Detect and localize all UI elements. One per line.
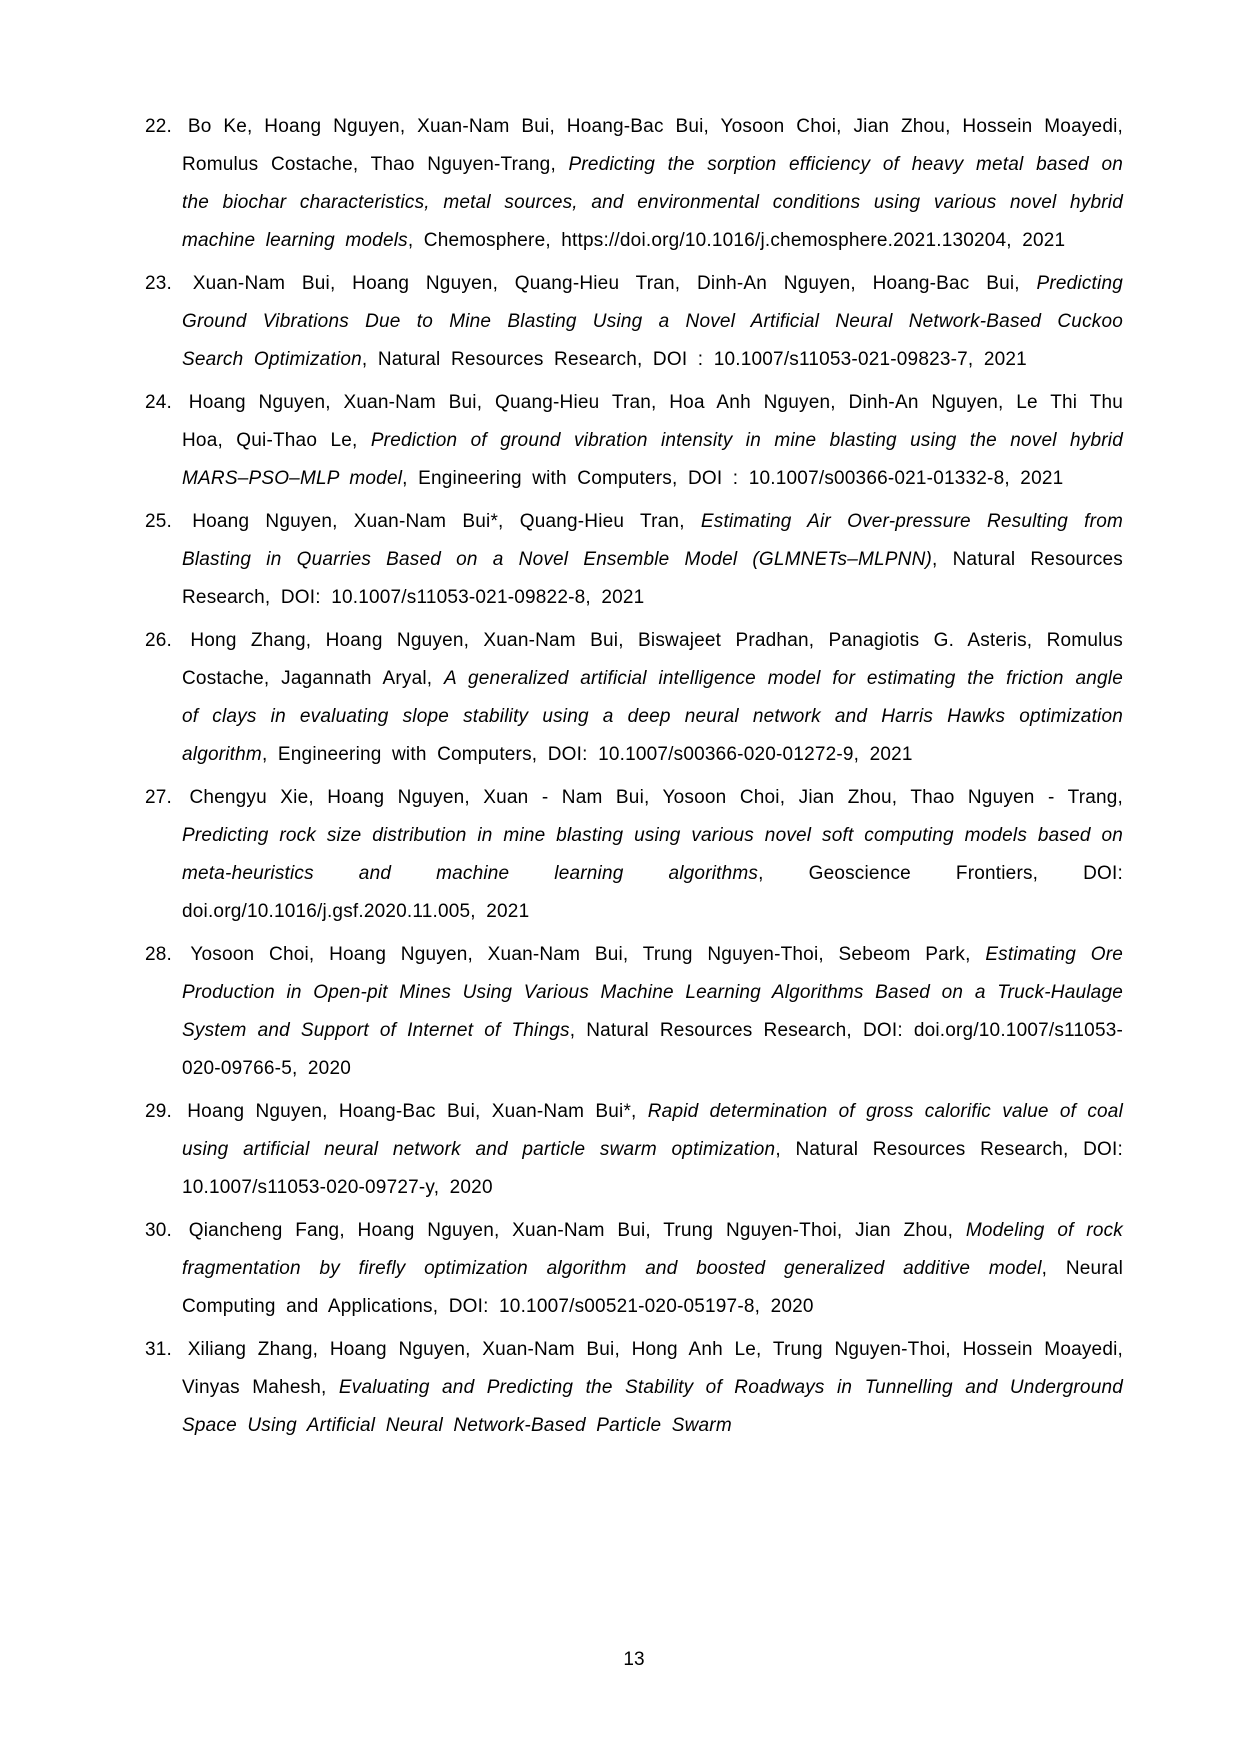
reference-number: 26.	[145, 630, 173, 651]
reference-number: 24.	[145, 392, 173, 413]
reference-item	[145, 1212, 1123, 1326]
reference-item	[145, 503, 1123, 617]
reference-item	[145, 779, 1123, 931]
reference-number: 27.	[145, 787, 173, 808]
reference-item	[145, 265, 1123, 379]
reference-title: Predicting Ground Vibrations Due to Mine Blasting Using a Novel Artificial Neural Network-Based Cuckoo Search Optimization	[182, 273, 1123, 370]
reference-title: Predicting rock size distribution in mine blasting using various novel soft computing models based on meta-heuristics and machine learning algorithms	[182, 825, 1123, 884]
reference-text: , Natural Resources Research, DOI: doi.org/10.1007/s11053-020-09766-5, 2020	[182, 1020, 1124, 1079]
reference-text: , Geoscience Frontiers, DOI: doi.org/10.1016/j.gsf.2020.11.005, 2021	[182, 863, 1123, 922]
reference-number: 30.	[145, 1220, 173, 1241]
reference-text: Chengyu Xie, Hoang Nguyen, Xuan - Nam Bui, Yosoon Choi, Jian Zhou, Thao Nguyen - Trang,	[189, 787, 1123, 808]
reference-title: Modeling of rock fragmentation by firefly optimization algorithm and boosted generalized additive model	[182, 1220, 1124, 1279]
reference-text: , Neural Computing and Applications, DOI: 10.1007/s00521-020-05197-8, 2020	[182, 1258, 1123, 1317]
reference-text: Hoang Nguyen, Xuan-Nam Bui*, Quang-Hieu Tran,	[192, 511, 701, 532]
reference-title: Rapid determination of gross calorific value of coal using artificial neural network and particle swarm optimization	[182, 1101, 1123, 1160]
reference-title: Prediction of ground vibration intensity in mine blasting using the novel hybrid MARS–PSO–MLP model	[182, 430, 1123, 489]
reference-text: Hoang Nguyen, Xuan-Nam Bui, Quang-Hieu Tran, Hoa Anh Nguyen, Dinh-An Nguyen, Le Thi Thu Hoa, Qui-Thao Le,	[182, 392, 1123, 451]
page-number: 13	[623, 1649, 645, 1670]
reference-text: Xuan-Nam Bui, Hoang Nguyen, Quang-Hieu Tran, Dinh-An Nguyen, Hoang-Bac Bui,	[192, 273, 1037, 294]
reference-text: , Engineering with Computers, DOI: 10.1007/s00366-020-01272-9, 2021	[261, 744, 913, 765]
reference-number: 25.	[145, 511, 173, 532]
reference-text: Hoang Nguyen, Hoang-Bac Bui, Xuan-Nam Bui*,	[187, 1101, 648, 1122]
reference-title: Estimating Air Over-pressure Resulting from Blasting in Quarries Based on a Novel Ensemble Model (GLMNETs–MLPNN)	[182, 511, 1123, 570]
reference-item	[145, 1093, 1123, 1207]
reference-text: Xiliang Zhang, Hoang Nguyen, Xuan-Nam Bui, Hong Anh Le, Trung Nguyen-Thoi, Hossein Moayedi, Vinyas Mahesh,	[182, 1339, 1123, 1398]
references-list	[145, 108, 1123, 1445]
reference-text: , Natural Resources Research, DOI: 10.1007/s11053-021-09822-8, 2021	[182, 549, 1124, 608]
reference-title: A generalized artificial intelligence model for estimating the friction angle of clays in evaluating slope stability using a deep neural network and Harris Hawks optimization algorithm	[182, 668, 1123, 765]
reference-title: Predicting the sorption efficiency of heavy metal based on the biochar characteristics, metal sources, and environmental conditions using various novel hybrid machine learning models	[182, 154, 1123, 251]
reference-item	[145, 936, 1123, 1088]
reference-number: 23.	[145, 273, 173, 294]
reference-text: Bo Ke, Hoang Nguyen, Xuan-Nam Bui, Hoang-Bac Bui, Yosoon Choi, Jian Zhou, Hossein Moayedi, Romulus Costache, Thao Nguyen-Trang,	[182, 116, 1123, 175]
reference-item	[145, 622, 1123, 774]
reference-title: Estimating Ore Production in Open-pit Mines Using Various Machine Learning Algorithms Based on a Truck-Haulage System and Support of Internet of Things	[182, 944, 1124, 1041]
reference-item	[145, 108, 1123, 260]
reference-item	[145, 384, 1123, 498]
reference-text: , Chemosphere, https://doi.org/10.1016/j.chemosphere.2021.130204, 2021	[407, 230, 1066, 251]
reference-title: Evaluating and Predicting the Stability of Roadways in Tunnelling and Underground Space Using Artificial Neural Network-Based Particle Swarm	[182, 1377, 1123, 1436]
page-footer	[145, 1648, 1123, 1672]
reference-item	[145, 1331, 1123, 1445]
reference-text: Hong Zhang, Hoang Nguyen, Xuan-Nam Bui, Biswajeet Pradhan, Panagiotis G. Asteris, Romulus Costache, Jagannath Aryal,	[182, 630, 1123, 689]
reference-text: , Natural Resources Research, DOI : 10.1007/s11053-021-09823-7, 2021	[361, 349, 1027, 370]
reference-number: 31.	[145, 1339, 173, 1360]
reference-text: Qiancheng Fang, Hoang Nguyen, Xuan-Nam Bui, Trung Nguyen-Thoi, Jian Zhou,	[188, 1220, 966, 1241]
reference-text: , Engineering with Computers, DOI : 10.1007/s00366-021-01332-8, 2021	[402, 468, 1064, 489]
reference-text: , Natural Resources Research, DOI: 10.1007/s11053-020-09727-y, 2020	[182, 1139, 1123, 1198]
reference-text: Yosoon Choi, Hoang Nguyen, Xuan-Nam Bui, Trung Nguyen-Thoi, Sebeom Park,	[190, 944, 986, 965]
reference-number: 22.	[145, 116, 173, 137]
references-section	[145, 108, 1123, 1450]
reference-number: 28.	[145, 944, 173, 965]
reference-number: 29.	[145, 1101, 173, 1122]
